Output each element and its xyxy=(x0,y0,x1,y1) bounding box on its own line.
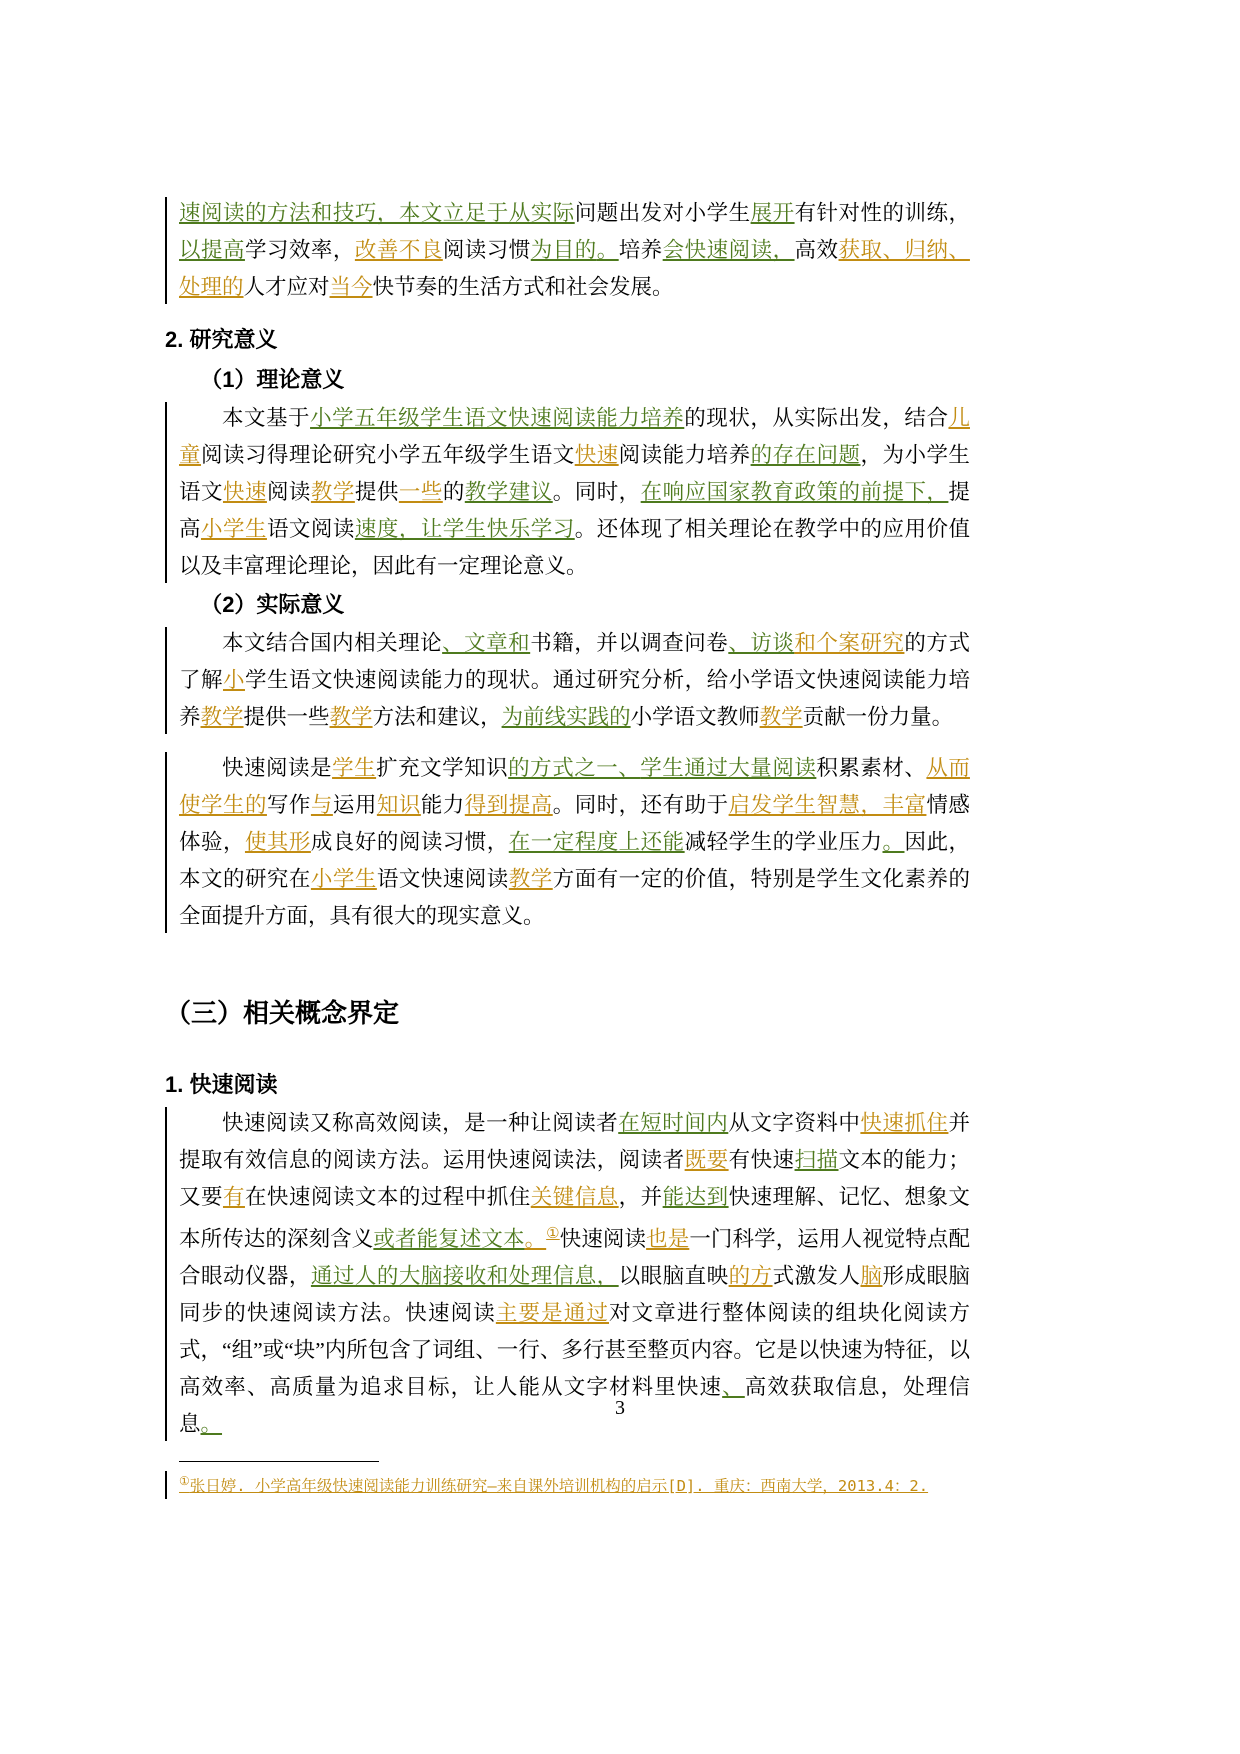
text-run: 有快速 xyxy=(728,1148,795,1172)
tracked-insertion: 从而使学生的 xyxy=(179,756,970,817)
text-run: 扩充文学知识 xyxy=(376,756,509,780)
text-run: 的 xyxy=(442,480,465,504)
tracked-insertion: 。 xyxy=(200,1412,223,1437)
tracked-insertion: 。 xyxy=(882,830,905,854)
text-run: 问题出发对小学生 xyxy=(574,201,751,225)
tracked-insertion: 教学 xyxy=(310,480,355,504)
paragraph-block-2 xyxy=(165,400,970,585)
tracked-insertion: 教学 xyxy=(508,867,553,891)
text-run: ，并 xyxy=(618,1185,663,1209)
paragraph-2 xyxy=(179,400,970,585)
text-run: 提供一些 xyxy=(243,705,330,729)
tracked-insertion: 学生通过大量阅读 xyxy=(640,756,817,780)
tracked-insertion: 。 xyxy=(524,1227,547,1252)
text-run: 一门科学，运用人视觉特点配合眼动仪器， xyxy=(179,1227,970,1289)
footnote-area xyxy=(165,1461,970,1499)
footnote-text: 张日婷. 小学高年级快速阅读能力训练研究—来自课外培训机构的启示[D]. 重庆：西南大学，2013.4：2. xyxy=(189,1477,929,1496)
text-run: 本文结合国内相关理论 xyxy=(222,631,443,655)
text-run: 阅读习惯 xyxy=(442,238,531,262)
paragraph-block-3 xyxy=(165,625,970,736)
subheading-practical-significance: （2）实际意义 xyxy=(200,592,345,617)
tracked-insertion: 快速 xyxy=(574,443,619,467)
footnote-marker: ① xyxy=(179,1474,190,1489)
tracked-insertion: 快速抓住 xyxy=(860,1111,949,1135)
text-run: 高效 xyxy=(794,238,839,262)
heading-concept-definition: （三）相关概念界定 xyxy=(165,998,400,1028)
tracked-insertion: 小学生 xyxy=(310,867,377,891)
text-run: ，为小学生语文 xyxy=(179,443,970,504)
tracked-insertion: 儿童 xyxy=(179,406,970,467)
text-run: 人才应对 xyxy=(243,275,330,299)
tracked-insertion: 快速 xyxy=(222,480,267,504)
tracked-insertion: 主要是通过 xyxy=(495,1301,609,1326)
text-run: 快速阅读又称高效阅读，是一种让阅读者 xyxy=(222,1111,619,1135)
text-run: 阅读习得理论研究小学五年级学生语文 xyxy=(200,443,575,467)
tracked-insertion: 、 xyxy=(722,1375,745,1400)
text-run: 培养 xyxy=(618,238,663,262)
text-run: 文本的能力；又要 xyxy=(179,1148,970,1209)
tracked-insertion: 小 xyxy=(222,668,245,692)
tracked-insertion: 的方 xyxy=(728,1264,773,1289)
text-run: 学生语文快速阅读能力的现状。通过研究分析，给小学语文快速阅读能力培养 xyxy=(179,668,970,729)
tracked-insertion: 教学建议 xyxy=(464,480,553,504)
text-run: 从文字资料中 xyxy=(728,1111,861,1135)
text-run: 形成眼脑同步的快速阅读方法。快速阅读 xyxy=(179,1264,970,1326)
text-run: 阅读 xyxy=(266,480,311,504)
tracked-insertion: 启发学生智慧，丰富 xyxy=(728,793,927,817)
text-run: 高效获取信息，处理信息 xyxy=(179,1375,970,1437)
text-run: 语文快速阅读 xyxy=(376,867,509,891)
tracked-insertion: 会快速阅读， xyxy=(662,238,795,262)
footnote-1 xyxy=(179,1469,970,1499)
paragraph-5 xyxy=(179,1105,970,1443)
text-run: 方法和建议， xyxy=(372,705,502,729)
tracked-insertion: 得到提高 xyxy=(464,793,553,817)
text-run: 快速理解、记忆、想象文本所传达的深刻含义 xyxy=(179,1185,970,1252)
tracked-insertion: 在一定程度上还能 xyxy=(508,830,685,854)
tracked-insertion: 既要 xyxy=(684,1148,729,1172)
document-body xyxy=(165,195,970,1499)
text-run: 以眼脑直映 xyxy=(618,1264,729,1289)
tracked-insertion: 小学生 xyxy=(200,517,267,541)
text-run: 。同时，还有助于 xyxy=(552,793,729,817)
tracked-insertion: 关键信息 xyxy=(530,1185,619,1209)
text-run: 情感体验， xyxy=(179,793,970,854)
text-run: 提供 xyxy=(354,480,399,504)
tracked-insertion: 为目的 xyxy=(530,238,597,262)
text-run: 快速阅读 xyxy=(559,1227,647,1252)
page-number: 3 xyxy=(615,1397,625,1419)
text-run: 并提取有效信息的阅读方法。运用快速阅读法，阅读者 xyxy=(179,1111,970,1172)
text-run: 书籍，并以调查问卷 xyxy=(530,631,729,655)
text-run: 减轻学生的学业压力 xyxy=(684,830,883,854)
subheading-theoretical-significance: （1）理论意义 xyxy=(200,367,345,392)
text-run: 语文阅读 xyxy=(266,517,355,541)
tracked-insertion: 通过人的大脑接收和处理信息， xyxy=(310,1264,619,1289)
paragraph-block-1 xyxy=(165,195,970,306)
tracked-insertion: 、访谈 xyxy=(728,631,795,655)
text-run: 快速阅读是 xyxy=(222,756,333,780)
tracked-insertion: 、文章和 xyxy=(442,631,531,655)
tracked-insertion: 教学 xyxy=(329,705,373,729)
text-run: 在快速阅读文本的过程中抓住 xyxy=(244,1185,531,1209)
tracked-insertion: 速阅读的方法和技巧，本文立足于从实际 xyxy=(179,201,575,225)
paragraph-4 xyxy=(179,750,970,935)
text-run: 。还体现了相关理论在教学中的应用价值以及丰富理论理论，因此有一定理论意义。 xyxy=(179,517,970,578)
heading-speed-reading: 1. 快速阅读 xyxy=(165,1072,278,1097)
tracked-insertion: 有 xyxy=(222,1185,245,1209)
text-run: 的现状，从实际出发，结合 xyxy=(684,406,949,430)
tracked-insertion: 为前线实践的 xyxy=(501,705,631,729)
text-run: 成良好的阅读习惯， xyxy=(310,830,509,854)
tracked-insertion: 在响应国家教育政策的前提下， xyxy=(640,480,949,504)
tracked-insertion: 知识 xyxy=(376,793,421,817)
tracked-insertion: 脑 xyxy=(860,1264,883,1289)
text-run: 。同时， xyxy=(552,480,641,504)
tracked-insertion: 的存在问题 xyxy=(750,443,861,467)
tracked-insertion: 展开 xyxy=(750,201,795,225)
tracked-insertion: 教学 xyxy=(759,705,803,729)
text-run: 有针对性的训练， xyxy=(794,201,970,225)
tracked-insertion: 小学五年级学生语文快速阅读能力培养 xyxy=(310,406,685,430)
tracked-insertion: 与 xyxy=(310,793,333,817)
text-run: 能力 xyxy=(420,793,465,817)
text-run: 因此，本文的研究在 xyxy=(179,830,970,891)
paragraph-3 xyxy=(179,625,970,736)
tracked-insertion: 和个案研究 xyxy=(794,631,905,655)
tracked-insertion: 当今 xyxy=(329,275,373,299)
tracked-insertion: 或者能复述文本 xyxy=(373,1227,525,1252)
tracked-insertion: 学生 xyxy=(332,756,377,780)
text-run: 阅读能力培养 xyxy=(618,443,751,467)
heading-research-significance: 2. 研究意义 xyxy=(165,327,278,352)
text-run: 学习效率， xyxy=(244,238,355,262)
paragraph-block-5 xyxy=(165,1105,970,1443)
text-run: 对文章进行整体阅读的组块化阅读方式，“组”或“块”内所包含了词组、一行、多行甚至整页内容。它是以快速为特征，以高效率、高质量为追求目标，让人能从文字材料里快速 xyxy=(179,1301,970,1400)
text-run: 方面有一定的价值，特别是学生文化素养的全面提升方面，具有很大的现实意义。 xyxy=(179,867,970,928)
text-run: 快节奏的生活方式和社会发展。 xyxy=(372,275,674,299)
tracked-insertion: 教学 xyxy=(200,705,244,729)
text-run: 贡献一份力量。 xyxy=(802,705,954,729)
tracked-insertion: 以提高 xyxy=(179,238,245,262)
tracked-insertion: 速度，让学生快乐学习 xyxy=(354,517,575,541)
text-run: 的方式了解 xyxy=(179,631,970,692)
tracked-insertion: 扫描 xyxy=(794,1148,839,1172)
tracked-insertion: 在短时间内 xyxy=(618,1111,729,1135)
text-run: 式激发人 xyxy=(772,1264,861,1289)
tracked-insertion: 的方式之一、 xyxy=(508,756,641,780)
text-run: 积累素材、 xyxy=(816,756,927,780)
footnote-reference: ① xyxy=(546,1226,560,1242)
text-run: 写作 xyxy=(266,793,311,817)
tracked-insertion: 一些 xyxy=(398,480,443,504)
text-run: 提高 xyxy=(179,480,970,541)
paragraph-block-4 xyxy=(165,750,970,935)
text-run: 本文基于 xyxy=(222,406,311,430)
footnote-separator xyxy=(179,1461,379,1462)
text-run: 小学语文教师 xyxy=(630,705,760,729)
tracked-insertion: 能达到 xyxy=(662,1185,729,1209)
tracked-insertion: 。 xyxy=(596,238,619,262)
tracked-insertion: 获取、归纳、处理的 xyxy=(179,238,970,299)
tracked-insertion: 使其形 xyxy=(244,830,311,854)
text-run: 运用 xyxy=(332,793,377,817)
paragraph-1 xyxy=(179,195,970,306)
tracked-insertion: 也是 xyxy=(646,1227,690,1252)
tracked-insertion: 改善不良 xyxy=(354,238,443,262)
